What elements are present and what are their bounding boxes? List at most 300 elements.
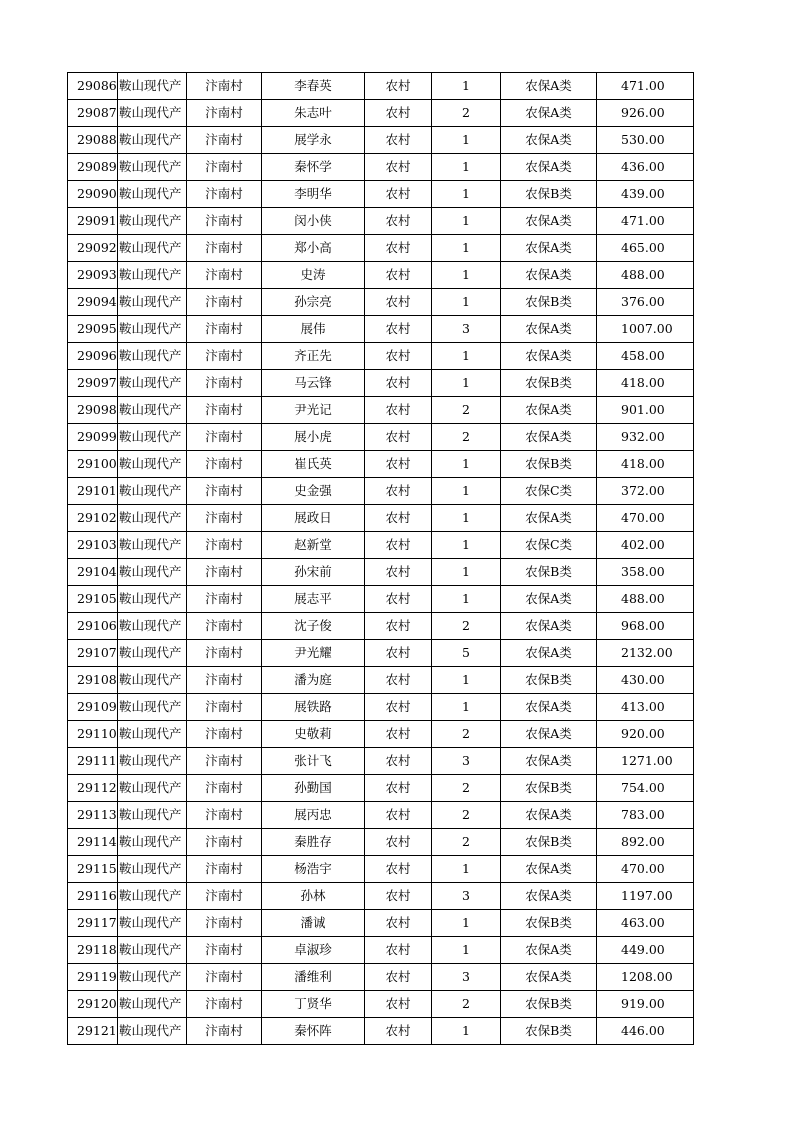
person-count-cell: 1 <box>432 289 501 316</box>
table-row <box>68 100 694 127</box>
record-id-cell: 29116 <box>68 883 118 910</box>
category-cell: 农保A类 <box>501 100 597 127</box>
table-row <box>68 478 694 505</box>
amount-cell: 418.00 <box>597 370 694 397</box>
person-count-cell: 2 <box>432 397 501 424</box>
person-count-cell: 1 <box>432 478 501 505</box>
table-row <box>68 829 694 856</box>
village-cell: 汴南村 <box>187 775 262 802</box>
record-id-cell: 29114 <box>68 829 118 856</box>
record-id-cell: 29088 <box>68 127 118 154</box>
name-cell: 秦怀阵 <box>262 1018 365 1045</box>
town-cell: 鞍山现代产 <box>118 154 187 181</box>
town-cell: 鞍山现代产 <box>118 262 187 289</box>
record-id-cell: 29117 <box>68 910 118 937</box>
table-body <box>68 73 694 1045</box>
village-cell: 汴南村 <box>187 397 262 424</box>
person-count-cell: 1 <box>432 910 501 937</box>
household-type-cell: 农村 <box>365 1018 432 1045</box>
table-row <box>68 640 694 667</box>
village-cell: 汴南村 <box>187 667 262 694</box>
table-row <box>68 964 694 991</box>
category-cell: 农保A类 <box>501 235 597 262</box>
record-id-cell: 29104 <box>68 559 118 586</box>
town-cell: 鞍山现代产 <box>118 856 187 883</box>
village-cell: 汴南村 <box>187 586 262 613</box>
category-cell: 农保A类 <box>501 262 597 289</box>
record-id-cell: 29096 <box>68 343 118 370</box>
household-type-cell: 农村 <box>365 883 432 910</box>
person-count-cell: 1 <box>432 127 501 154</box>
household-type-cell: 农村 <box>365 586 432 613</box>
name-cell: 展学永 <box>262 127 365 154</box>
name-cell: 孙勤国 <box>262 775 365 802</box>
name-cell: 崔氏英 <box>262 451 365 478</box>
table-row <box>68 181 694 208</box>
household-type-cell: 农村 <box>365 100 432 127</box>
town-cell: 鞍山现代产 <box>118 586 187 613</box>
table-row <box>68 748 694 775</box>
amount-cell: 402.00 <box>597 532 694 559</box>
village-cell: 汴南村 <box>187 343 262 370</box>
name-cell: 赵新堂 <box>262 532 365 559</box>
amount-cell: 430.00 <box>597 667 694 694</box>
village-cell: 汴南村 <box>187 613 262 640</box>
record-id-cell: 29105 <box>68 586 118 613</box>
record-id-cell: 29119 <box>68 964 118 991</box>
record-id-cell: 29108 <box>68 667 118 694</box>
category-cell: 农保A类 <box>501 127 597 154</box>
person-count-cell: 3 <box>432 964 501 991</box>
record-id-cell: 29098 <box>68 397 118 424</box>
household-type-cell: 农村 <box>365 289 432 316</box>
table-row <box>68 1018 694 1045</box>
table-row <box>68 289 694 316</box>
person-count-cell: 1 <box>432 532 501 559</box>
amount-cell: 783.00 <box>597 802 694 829</box>
village-cell: 汴南村 <box>187 451 262 478</box>
record-id-cell: 29121 <box>68 1018 118 1045</box>
name-cell: 秦胜存 <box>262 829 365 856</box>
town-cell: 鞍山现代产 <box>118 73 187 100</box>
category-cell: 农保A类 <box>501 397 597 424</box>
record-id-cell: 29115 <box>68 856 118 883</box>
category-cell: 农保B类 <box>501 559 597 586</box>
person-count-cell: 2 <box>432 424 501 451</box>
amount-cell: 463.00 <box>597 910 694 937</box>
record-id-cell: 29118 <box>68 937 118 964</box>
household-type-cell: 农村 <box>365 262 432 289</box>
town-cell: 鞍山现代产 <box>118 937 187 964</box>
name-cell: 卓淑珍 <box>262 937 365 964</box>
name-cell: 沈子俊 <box>262 613 365 640</box>
table-row <box>68 451 694 478</box>
category-cell: 农保B类 <box>501 1018 597 1045</box>
table-row <box>68 343 694 370</box>
record-id-cell: 29095 <box>68 316 118 343</box>
name-cell: 孙宗亮 <box>262 289 365 316</box>
amount-cell: 1197.00 <box>597 883 694 910</box>
household-type-cell: 农村 <box>365 154 432 181</box>
name-cell: 展铁路 <box>262 694 365 721</box>
amount-cell: 413.00 <box>597 694 694 721</box>
village-cell: 汴南村 <box>187 883 262 910</box>
town-cell: 鞍山现代产 <box>118 208 187 235</box>
household-type-cell: 农村 <box>365 505 432 532</box>
town-cell: 鞍山现代产 <box>118 694 187 721</box>
person-count-cell: 3 <box>432 316 501 343</box>
town-cell: 鞍山现代产 <box>118 235 187 262</box>
household-type-cell: 农村 <box>365 856 432 883</box>
town-cell: 鞍山现代产 <box>118 802 187 829</box>
amount-cell: 932.00 <box>597 424 694 451</box>
amount-cell: 2132.00 <box>597 640 694 667</box>
village-cell: 汴南村 <box>187 208 262 235</box>
record-id-cell: 29111 <box>68 748 118 775</box>
town-cell: 鞍山现代产 <box>118 640 187 667</box>
category-cell: 农保B类 <box>501 181 597 208</box>
amount-cell: 376.00 <box>597 289 694 316</box>
amount-cell: 458.00 <box>597 343 694 370</box>
table-row <box>68 883 694 910</box>
table-row <box>68 235 694 262</box>
table-row <box>68 721 694 748</box>
household-type-cell: 农村 <box>365 343 432 370</box>
category-cell: 农保A类 <box>501 208 597 235</box>
town-cell: 鞍山现代产 <box>118 397 187 424</box>
town-cell: 鞍山现代产 <box>118 721 187 748</box>
category-cell: 农保A类 <box>501 856 597 883</box>
amount-cell: 530.00 <box>597 127 694 154</box>
person-count-cell: 2 <box>432 613 501 640</box>
village-cell: 汴南村 <box>187 316 262 343</box>
category-cell: 农保A类 <box>501 883 597 910</box>
table-row <box>68 262 694 289</box>
village-cell: 汴南村 <box>187 802 262 829</box>
village-cell: 汴南村 <box>187 910 262 937</box>
person-count-cell: 1 <box>432 856 501 883</box>
table-row <box>68 667 694 694</box>
category-cell: 农保A类 <box>501 937 597 964</box>
table-row <box>68 856 694 883</box>
record-id-cell: 29103 <box>68 532 118 559</box>
record-id-cell: 29092 <box>68 235 118 262</box>
name-cell: 展志平 <box>262 586 365 613</box>
town-cell: 鞍山现代产 <box>118 316 187 343</box>
household-type-cell: 农村 <box>365 802 432 829</box>
category-cell: 农保A类 <box>501 424 597 451</box>
person-count-cell: 3 <box>432 748 501 775</box>
village-cell: 汴南村 <box>187 370 262 397</box>
amount-cell: 436.00 <box>597 154 694 181</box>
village-cell: 汴南村 <box>187 694 262 721</box>
category-cell: 农保A类 <box>501 154 597 181</box>
name-cell: 展伟 <box>262 316 365 343</box>
person-count-cell: 1 <box>432 262 501 289</box>
town-cell: 鞍山现代产 <box>118 127 187 154</box>
record-id-cell: 29101 <box>68 478 118 505</box>
village-cell: 汴南村 <box>187 181 262 208</box>
record-id-cell: 29106 <box>68 613 118 640</box>
name-cell: 朱志叶 <box>262 100 365 127</box>
town-cell: 鞍山现代产 <box>118 991 187 1018</box>
town-cell: 鞍山现代产 <box>118 613 187 640</box>
town-cell: 鞍山现代产 <box>118 478 187 505</box>
name-cell: 展小虎 <box>262 424 365 451</box>
name-cell: 史涛 <box>262 262 365 289</box>
amount-cell: 968.00 <box>597 613 694 640</box>
town-cell: 鞍山现代产 <box>118 181 187 208</box>
name-cell: 史敬莉 <box>262 721 365 748</box>
household-type-cell: 农村 <box>365 73 432 100</box>
category-cell: 农保A类 <box>501 73 597 100</box>
household-type-cell: 农村 <box>365 613 432 640</box>
town-cell: 鞍山现代产 <box>118 1018 187 1045</box>
record-id-cell: 29109 <box>68 694 118 721</box>
village-cell: 汴南村 <box>187 73 262 100</box>
category-cell: 农保A类 <box>501 802 597 829</box>
town-cell: 鞍山现代产 <box>118 883 187 910</box>
amount-cell: 754.00 <box>597 775 694 802</box>
category-cell: 农保B类 <box>501 829 597 856</box>
village-cell: 汴南村 <box>187 721 262 748</box>
town-cell: 鞍山现代产 <box>118 559 187 586</box>
person-count-cell: 1 <box>432 559 501 586</box>
category-cell: 农保A类 <box>501 748 597 775</box>
table-row <box>68 532 694 559</box>
name-cell: 史金强 <box>262 478 365 505</box>
category-cell: 农保B类 <box>501 451 597 478</box>
amount-cell: 439.00 <box>597 181 694 208</box>
category-cell: 农保A类 <box>501 694 597 721</box>
village-cell: 汴南村 <box>187 640 262 667</box>
name-cell: 潘为庭 <box>262 667 365 694</box>
person-count-cell: 2 <box>432 721 501 748</box>
person-count-cell: 3 <box>432 883 501 910</box>
person-count-cell: 2 <box>432 775 501 802</box>
village-cell: 汴南村 <box>187 964 262 991</box>
household-type-cell: 农村 <box>365 559 432 586</box>
household-type-cell: 农村 <box>365 532 432 559</box>
record-id-cell: 29120 <box>68 991 118 1018</box>
town-cell: 鞍山现代产 <box>118 775 187 802</box>
table-row <box>68 424 694 451</box>
village-cell: 汴南村 <box>187 532 262 559</box>
person-count-cell: 1 <box>432 181 501 208</box>
household-type-cell: 农村 <box>365 964 432 991</box>
category-cell: 农保B类 <box>501 991 597 1018</box>
record-id-cell: 29107 <box>68 640 118 667</box>
category-cell: 农保B类 <box>501 667 597 694</box>
category-cell: 农保A类 <box>501 613 597 640</box>
person-count-cell: 1 <box>432 451 501 478</box>
town-cell: 鞍山现代产 <box>118 505 187 532</box>
amount-cell: 471.00 <box>597 208 694 235</box>
village-cell: 汴南村 <box>187 1018 262 1045</box>
record-id-cell: 29097 <box>68 370 118 397</box>
table-row <box>68 937 694 964</box>
village-cell: 汴南村 <box>187 262 262 289</box>
table-row <box>68 991 694 1018</box>
record-id-cell: 29110 <box>68 721 118 748</box>
person-count-cell: 1 <box>432 208 501 235</box>
table-row <box>68 397 694 424</box>
name-cell: 丁贤华 <box>262 991 365 1018</box>
person-count-cell: 1 <box>432 343 501 370</box>
household-type-cell: 农村 <box>365 370 432 397</box>
village-cell: 汴南村 <box>187 748 262 775</box>
table-row <box>68 775 694 802</box>
village-cell: 汴南村 <box>187 100 262 127</box>
town-cell: 鞍山现代产 <box>118 910 187 937</box>
category-cell: 农保A类 <box>501 505 597 532</box>
name-cell: 尹光记 <box>262 397 365 424</box>
record-id-cell: 29093 <box>68 262 118 289</box>
record-id-cell: 29100 <box>68 451 118 478</box>
person-count-cell: 1 <box>432 1018 501 1045</box>
amount-cell: 446.00 <box>597 1018 694 1045</box>
town-cell: 鞍山现代产 <box>118 829 187 856</box>
person-count-cell: 1 <box>432 154 501 181</box>
name-cell: 郑小高 <box>262 235 365 262</box>
name-cell: 秦怀学 <box>262 154 365 181</box>
town-cell: 鞍山现代产 <box>118 667 187 694</box>
household-type-cell: 农村 <box>365 694 432 721</box>
person-count-cell: 1 <box>432 937 501 964</box>
household-type-cell: 农村 <box>365 937 432 964</box>
record-id-cell: 29099 <box>68 424 118 451</box>
town-cell: 鞍山现代产 <box>118 343 187 370</box>
amount-cell: 901.00 <box>597 397 694 424</box>
household-type-cell: 农村 <box>365 721 432 748</box>
village-cell: 汴南村 <box>187 424 262 451</box>
table-row <box>68 505 694 532</box>
amount-cell: 1271.00 <box>597 748 694 775</box>
name-cell: 李明华 <box>262 181 365 208</box>
town-cell: 鞍山现代产 <box>118 451 187 478</box>
name-cell: 孙宋前 <box>262 559 365 586</box>
person-count-cell: 2 <box>432 991 501 1018</box>
village-cell: 汴南村 <box>187 505 262 532</box>
table-row <box>68 370 694 397</box>
name-cell: 尹光耀 <box>262 640 365 667</box>
category-cell: 农保A类 <box>501 964 597 991</box>
town-cell: 鞍山现代产 <box>118 532 187 559</box>
person-count-cell: 5 <box>432 640 501 667</box>
household-type-cell: 农村 <box>365 397 432 424</box>
amount-cell: 488.00 <box>597 586 694 613</box>
table-row <box>68 559 694 586</box>
table-row <box>68 802 694 829</box>
person-count-cell: 1 <box>432 505 501 532</box>
village-cell: 汴南村 <box>187 856 262 883</box>
table-row <box>68 910 694 937</box>
household-type-cell: 农村 <box>365 478 432 505</box>
town-cell: 鞍山现代产 <box>118 748 187 775</box>
amount-cell: 1208.00 <box>597 964 694 991</box>
name-cell: 闵小侠 <box>262 208 365 235</box>
amount-cell: 488.00 <box>597 262 694 289</box>
table-row <box>68 694 694 721</box>
person-count-cell: 1 <box>432 586 501 613</box>
table-row <box>68 127 694 154</box>
household-type-cell: 农村 <box>365 910 432 937</box>
amount-cell: 358.00 <box>597 559 694 586</box>
person-count-cell: 2 <box>432 802 501 829</box>
village-cell: 汴南村 <box>187 235 262 262</box>
amount-cell: 465.00 <box>597 235 694 262</box>
amount-cell: 471.00 <box>597 73 694 100</box>
name-cell: 李春英 <box>262 73 365 100</box>
record-id-cell: 29089 <box>68 154 118 181</box>
household-type-cell: 农村 <box>365 181 432 208</box>
person-count-cell: 2 <box>432 100 501 127</box>
record-id-cell: 29113 <box>68 802 118 829</box>
household-type-cell: 农村 <box>365 991 432 1018</box>
person-count-cell: 2 <box>432 829 501 856</box>
person-count-cell: 1 <box>432 235 501 262</box>
category-cell: 农保B类 <box>501 289 597 316</box>
record-id-cell: 29087 <box>68 100 118 127</box>
town-cell: 鞍山现代产 <box>118 424 187 451</box>
amount-cell: 449.00 <box>597 937 694 964</box>
village-cell: 汴南村 <box>187 991 262 1018</box>
village-cell: 汴南村 <box>187 289 262 316</box>
town-cell: 鞍山现代产 <box>118 100 187 127</box>
amount-cell: 418.00 <box>597 451 694 478</box>
record-id-cell: 29091 <box>68 208 118 235</box>
category-cell: 农保B类 <box>501 775 597 802</box>
household-type-cell: 农村 <box>365 829 432 856</box>
record-id-cell: 29112 <box>68 775 118 802</box>
name-cell: 孙林 <box>262 883 365 910</box>
household-type-cell: 农村 <box>365 235 432 262</box>
person-count-cell: 1 <box>432 694 501 721</box>
amount-cell: 470.00 <box>597 505 694 532</box>
category-cell: 农保B类 <box>501 370 597 397</box>
amount-cell: 372.00 <box>597 478 694 505</box>
amount-cell: 1007.00 <box>597 316 694 343</box>
table-row <box>68 586 694 613</box>
household-type-cell: 农村 <box>365 208 432 235</box>
person-count-cell: 1 <box>432 370 501 397</box>
amount-cell: 892.00 <box>597 829 694 856</box>
category-cell: 农保A类 <box>501 586 597 613</box>
village-cell: 汴南村 <box>187 559 262 586</box>
person-count-cell: 1 <box>432 73 501 100</box>
record-id-cell: 29090 <box>68 181 118 208</box>
household-type-cell: 农村 <box>365 127 432 154</box>
village-cell: 汴南村 <box>187 154 262 181</box>
household-type-cell: 农村 <box>365 640 432 667</box>
data-table <box>67 72 694 1045</box>
amount-cell: 920.00 <box>597 721 694 748</box>
name-cell: 展丙忠 <box>262 802 365 829</box>
category-cell: 农保C类 <box>501 532 597 559</box>
village-cell: 汴南村 <box>187 478 262 505</box>
town-cell: 鞍山现代产 <box>118 964 187 991</box>
name-cell: 杨浩宇 <box>262 856 365 883</box>
amount-cell: 470.00 <box>597 856 694 883</box>
category-cell: 农保A类 <box>501 640 597 667</box>
name-cell: 齐正先 <box>262 343 365 370</box>
name-cell: 潘诚 <box>262 910 365 937</box>
village-cell: 汴南村 <box>187 127 262 154</box>
record-id-cell: 29086 <box>68 73 118 100</box>
category-cell: 农保A类 <box>501 721 597 748</box>
household-type-cell: 农村 <box>365 667 432 694</box>
amount-cell: 926.00 <box>597 100 694 127</box>
